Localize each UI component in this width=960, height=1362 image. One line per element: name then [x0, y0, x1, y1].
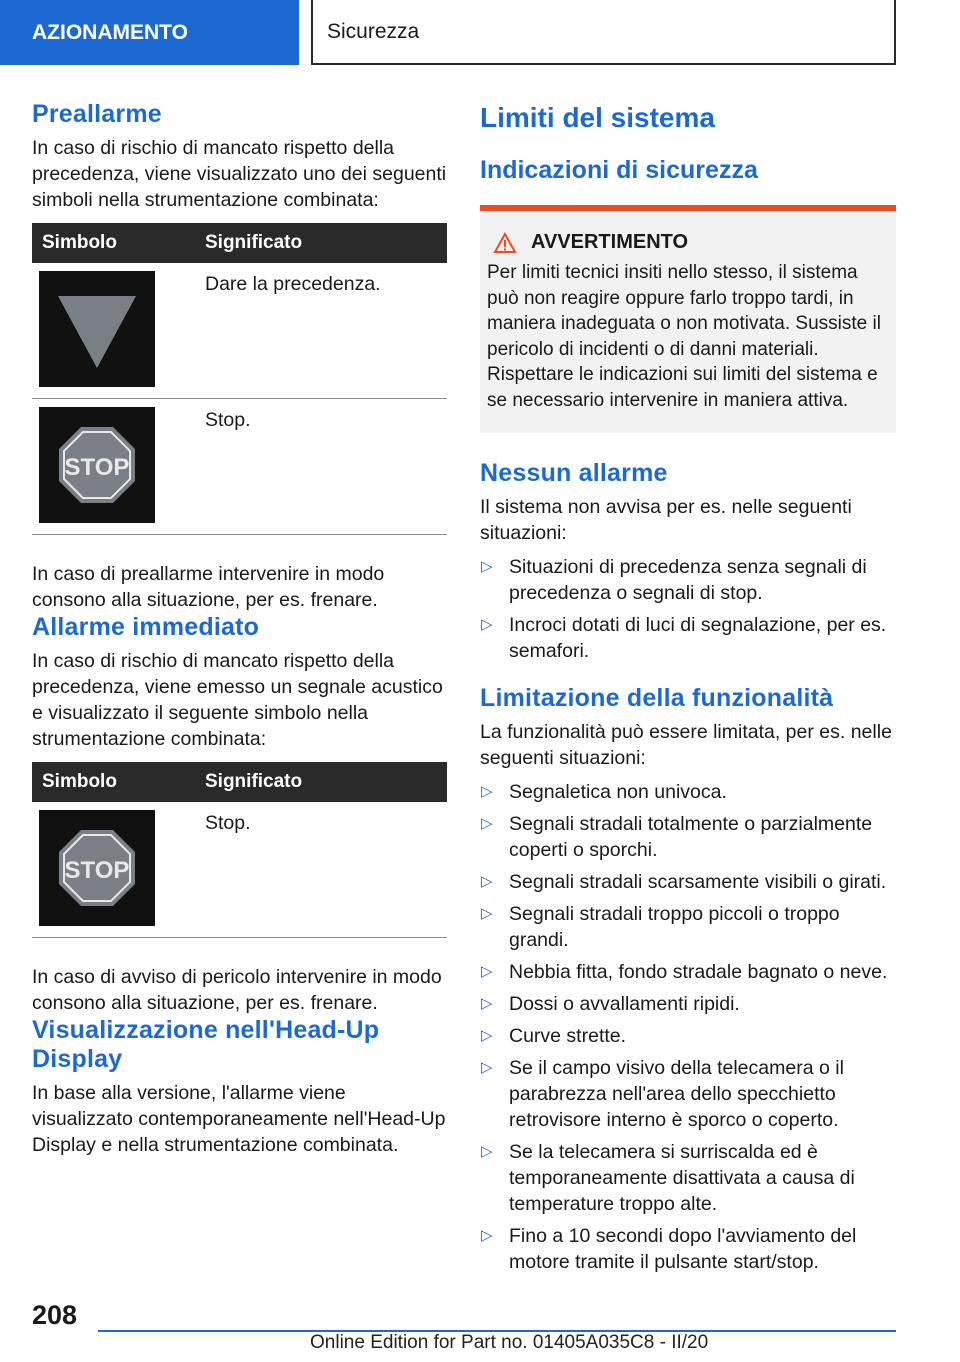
list-item: ▷ Curve strette.: [480, 1023, 896, 1049]
prealarm-heading: Preallarme: [32, 100, 162, 128]
svg-text:STOP: STOP: [64, 857, 130, 884]
list-item: ▷ Fino a 10 secondi dopo l'avviamento del motore tramite il pulsante start/stop.: [480, 1223, 896, 1275]
list-item: ▷ Dossi o avvallamenti ripidi.: [480, 991, 896, 1017]
list-item: ▷ Nebbia fitta, fondo stradale bagnato o neve.: [480, 959, 896, 985]
chapter-title: Sicurezza: [311, 0, 896, 65]
edition-note: Online Edition for Part no. 01405A035C8 - II/20: [310, 1332, 709, 1353]
hud-text: In base alla versione, l'allarme viene visualizzato contemporaneamente nell'Head-Up Display e nella strumentazione combinata.: [32, 1082, 446, 1156]
system-limits-heading: Limiti del sistema: [480, 102, 715, 133]
list-item: ▷ Incroci dotati di luci di segnalazione, per es. semafori.: [480, 612, 896, 664]
yield-sign-icon: [39, 271, 155, 387]
immediate-after: In caso di avviso di pericolo intervenire in modo consono alla situazione, per es. frenare.: [32, 966, 442, 1014]
immediate-symbol-table: [32, 762, 447, 938]
list-item: ▷ Segnali stradali totalmente o parzialmente coperti o sporchi.: [480, 811, 896, 863]
list-item: ▷ Situazioni di precedenza senza segnali di precedenza o segnali di stop.: [480, 554, 896, 606]
left-column: [32, 100, 447, 1158]
prealarm-symbol-table: [32, 223, 447, 535]
meaning-text: Dare la precedenza.: [197, 263, 447, 399]
warning-title: AVVERTIMENTO: [531, 231, 689, 253]
stop-sign-icon: [39, 407, 155, 523]
prealarm-after: In caso di preallarme intervenire in modo consono alla situazione, per es. frenare.: [32, 563, 385, 611]
col-meaning-header: Significato: [197, 762, 447, 802]
col-symbol-header: Simbolo: [32, 762, 197, 802]
no-alarm-heading: Nessun allarme: [480, 459, 668, 487]
limits-heading: Limitazione della funzionalità: [480, 684, 834, 712]
col-symbol-header: Simbolo: [32, 223, 197, 263]
stop-sign-icon: [39, 810, 155, 926]
svg-text:STOP: STOP: [64, 454, 130, 481]
immediate-heading: Allarme immediato: [32, 613, 260, 641]
hud-heading: Visualizzazione nell'Head-Up Display: [32, 1016, 380, 1073]
table-row: [32, 263, 447, 399]
limits-intro: La funzionalità può essere limitata, per es. nelle seguenti situazioni:: [480, 721, 892, 769]
meaning-text: Stop.: [197, 399, 447, 535]
warning-triangle-icon: [493, 232, 517, 254]
no-alarm-intro: Il sistema non avvisa per es. nelle seguenti situazioni:: [480, 496, 852, 544]
meaning-text: Stop.: [197, 802, 447, 938]
warning-text: Per limiti tecnici insiti nello stesso, il sistema può non reagire oppure farlo troppo tardi, in maniera inadeguata o non motivata. Sussiste il pericolo di incidenti o di danni materiali. Rispettare le indicazioni sui limiti del sistema e se necessario intervenire in maniera attiva.: [487, 262, 881, 411]
list-item: ▷ Segnali stradali scarsamente visibili o girati.: [480, 869, 896, 895]
page-number: 208: [32, 1300, 78, 1330]
warning-box: [480, 205, 896, 433]
no-alarm-list: [480, 554, 896, 664]
section-tab: AZIONAMENTO: [0, 0, 299, 65]
list-item: ▷ Segnaletica non univoca.: [480, 779, 896, 805]
limits-list: [480, 779, 896, 1275]
prealarm-intro: In caso di rischio di mancato rispetto della precedenza, viene visualizzato uno dei seguenti simboli nella strumentazione combinata:: [32, 137, 447, 211]
table-row: [32, 399, 447, 535]
list-item: ▷ Se il campo visivo della telecamera o il parabrezza nell'area dello specchietto retrovisore interno è sporco o coperto.: [480, 1055, 896, 1133]
table-row: [32, 802, 447, 938]
col-meaning-header: Significato: [197, 223, 447, 263]
immediate-intro: In caso di rischio di mancato rispetto della precedenza, viene emesso un segnale acustico e visualizzato il seguente simbolo nella strumentazione combinata:: [32, 650, 443, 750]
safety-heading: Indicazioni di sicurezza: [480, 156, 758, 184]
list-item: ▷ Se la telecamera si surriscalda ed è temporaneamente disattivata a causa di temperature troppo alte.: [480, 1139, 896, 1217]
list-item: ▷ Segnali stradali troppo piccoli o troppo grandi.: [480, 901, 896, 953]
right-column: [480, 100, 896, 1281]
